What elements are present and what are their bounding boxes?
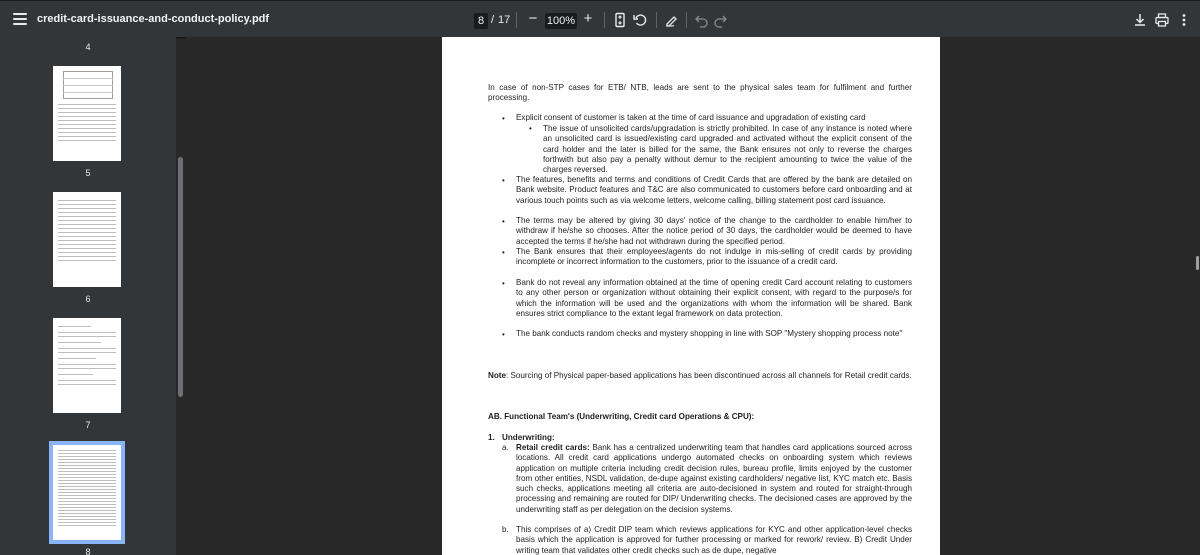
menu-icon[interactable]: [10, 9, 30, 29]
zoom-in-button[interactable]: +: [583, 10, 593, 27]
list-letter: b.: [502, 525, 509, 534]
note-paragraph: [488, 371, 912, 381]
bullet-marker: •: [502, 114, 505, 123]
sub-bullet-item: The issue of unsolicited cards/upgradation is strictly prohibited. In case of any instance is noted where an unsolicited card is issued/existing card upgraded and activated without the explicit consent of the card holder and the later is billed for the same, the Bank ensures not only to reverse the charges forthwith but also pay a penalty without demur to the recipient amounting to twice the value of the charges reversed.: [543, 124, 912, 175]
print-icon[interactable]: [1154, 12, 1170, 28]
file-title: credit-card-issuance-and-conduct-policy.pdf: [37, 13, 270, 25]
rotate-icon[interactable]: [632, 12, 648, 28]
thumbnail-label: 5: [85, 168, 91, 178]
document-viewer[interactable]: [186, 37, 1200, 555]
total-pages: 17: [498, 14, 511, 26]
download-icon[interactable]: [1132, 12, 1148, 28]
bullet-marker: •: [502, 279, 505, 288]
document-scrollbar[interactable]: [1196, 256, 1199, 270]
pdf-page: [442, 37, 940, 555]
pdf-toolbar: [0, 0, 1200, 37]
underwriting-heading: Underwriting:: [502, 433, 555, 442]
bullet-item: The Bank ensures that their employees/agents do not indulge in mis-selling of credit cards by providing incomplete or incorrect information to the customers, prior to the issuance of a credit card.: [516, 247, 912, 267]
dip-team-paragraph: This comprises of a) Credit DIP team which reviews applications for KYC and other application-level checks basis which the application is approved for further processing or marked for rework/ review. B) Credit Under writing team that validates other credit checks such as de dupe, negative: [516, 525, 912, 555]
page-number-input[interactable]: 8: [474, 13, 488, 29]
bullet-marker: •: [502, 330, 505, 339]
thumbnail-sidebar[interactable]: [0, 37, 176, 555]
page-thumbnail[interactable]: [53, 192, 121, 287]
list-number: 1.: [488, 433, 495, 442]
retail-credit-cards-paragraph: [516, 443, 912, 515]
bullet-item: The bank conducts random checks and mystery shopping in line with SOP "Mystery shopping process note": [516, 329, 903, 338]
note-text: : Sourcing of Physical paper-based applications has been discontinued across all channels for Retail credit cards.: [506, 371, 912, 380]
annotate-pen-icon[interactable]: [664, 12, 680, 28]
undo-icon[interactable]: [694, 12, 710, 28]
sidebar-scrollbar[interactable]: [178, 157, 183, 397]
intro-paragraph: In case of non-STP cases for ETB/ NTB, leads are sent to the physical sales team for fulfilment and further processing.: [488, 83, 912, 103]
retail-credit-cards-label: Retail credit cards:: [516, 443, 590, 452]
list-letter: a.: [502, 443, 509, 452]
toolbar-divider: [604, 12, 605, 28]
bullet-item: Explicit consent of customer is taken at the time of card issuance and upgradation of existing card: [516, 113, 866, 122]
retail-credit-cards-text: Bank has a centralized underwriting team that handles card applications sourced across locations. All credit card applications undergo automated checks on onboarding system which reviews application on multiple criteria including credit decision rules, bureau profile, limits enjoyed by the customer from other entities, NSDL validation, de-dupe against existing cardholders/ negative list, KYC match etc. Basis such checks, applications meeting all criteria are auto-decisioned in system and routed for straight-through processing and remaining are routed for DIP/ Underwriting checks. The decisioned cases are approved by the underwriting staff as per delegation on the decision systems.: [516, 443, 913, 514]
bullet-marker: •: [502, 176, 505, 185]
toolbar-divider: [686, 12, 687, 28]
page-separator: /: [491, 14, 495, 26]
page-thumbnail[interactable]: [53, 318, 121, 413]
bullet-item: Bank do not reveal any information obtained at the time of opening credit Card account relating to customers to any other person or organization without obtaining their explicit consent, with regard to the purpose/s for which the information will be used and the organizations with whom the information will be shared. Bank ensures strict compliance to the extant legal framework on data protection.: [516, 278, 912, 318]
note-label: Note: [488, 371, 506, 380]
thumbnail-label: 4: [85, 42, 91, 52]
page-thumbnail-selected[interactable]: [53, 445, 121, 540]
fit-page-icon[interactable]: [612, 12, 628, 28]
page-thumbnail[interactable]: [53, 66, 121, 161]
redo-icon[interactable]: [712, 12, 728, 28]
bullet-item: The terms may be altered by giving 30 days' notice of the change to the cardholder to enable him/her to withdraw if he/she so chooses. After the notice period of 30 days, the cardholder would be deemed to have accepted the terms if he/she had not withdrawn during the specified period.: [516, 216, 912, 246]
toolbar-divider: [516, 12, 517, 28]
thumbnail-label: 7: [85, 420, 91, 430]
toolbar-divider: [656, 12, 657, 28]
sub-bullet-marker: •: [529, 124, 532, 133]
thumbnail-label: 8: [85, 547, 91, 555]
bullet-marker: •: [502, 248, 505, 257]
more-vert-icon[interactable]: [1176, 12, 1192, 28]
zoom-out-button[interactable]: −: [528, 10, 538, 27]
thumbnail-label: 6: [85, 294, 91, 304]
zoom-level-input[interactable]: 100%: [546, 15, 576, 27]
bullet-item: The features, benefits and terms and conditions of Credit Cards that are offered by the bank are detailed on Bank website. Product features and T&C are also communicated to customers before card onboarding and at various touch points such as via welcome letters, welcome calling, billing statement post card issuance.: [516, 175, 912, 205]
bullet-marker: •: [502, 217, 505, 226]
section-heading: AB. Functional Team's (Underwriting, Credit card Operations & CPU):: [488, 412, 755, 421]
